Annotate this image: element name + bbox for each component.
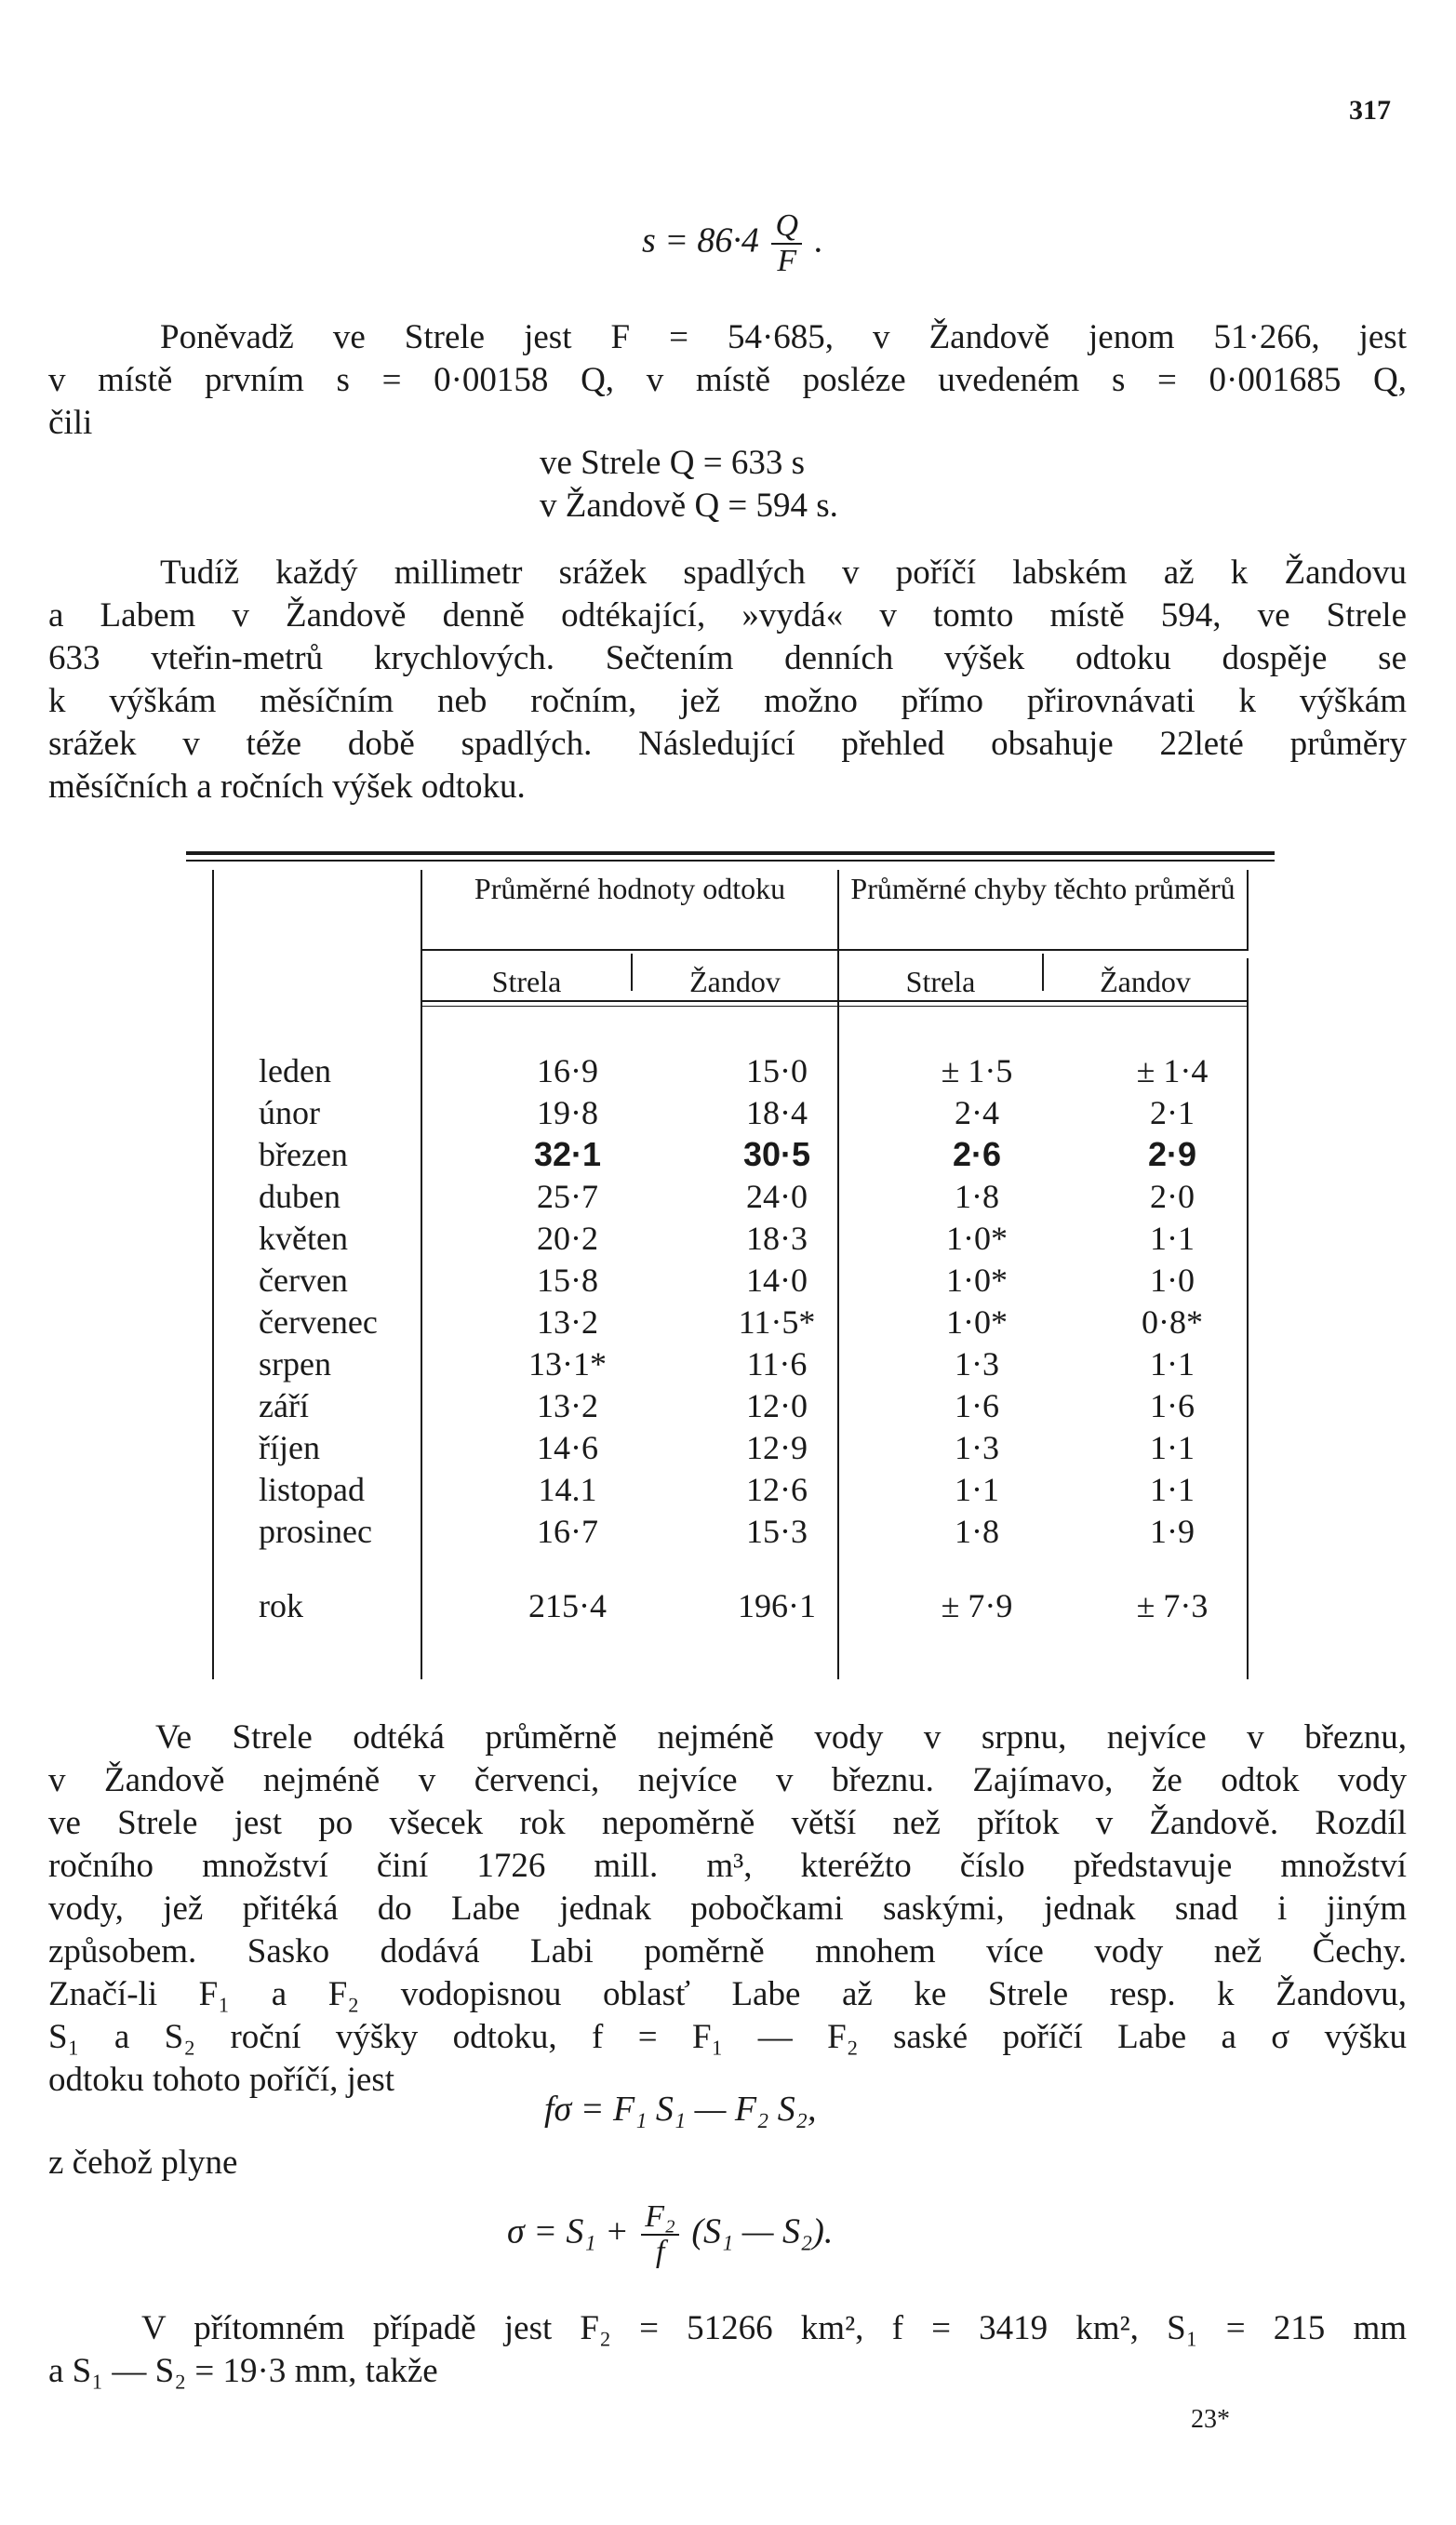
formula-3 (507, 2200, 833, 2269)
table-cell-m: květen (259, 1220, 348, 1257)
table-row (186, 1303, 1275, 1344)
table-cell-ze: 2·1 (1150, 1094, 1195, 1131)
table-cell-z: 15·3 (746, 1513, 808, 1550)
table-cell-s: 16·9 (537, 1052, 598, 1089)
table-cell-se: 2·4 (955, 1094, 999, 1131)
table-cell-se: 1·0* (946, 1303, 1008, 1341)
table-row (186, 1512, 1275, 1554)
table-row (186, 1135, 1275, 1177)
table-cell-s: 215·4 (528, 1587, 607, 1624)
table-row (186, 1093, 1275, 1135)
table-cell-z: 18·3 (746, 1220, 808, 1257)
table-cell-ze: 1·6 (1150, 1387, 1195, 1424)
table-cell-ze: 1·1 (1150, 1429, 1195, 1466)
table-row (186, 1219, 1275, 1261)
para4-line: V přítomném případě jest F₂ = 51266 km², f = 3419 km², S₁ = 215 mm (141, 2309, 1407, 2347)
para3-line: Ve Strele odtéká průměrně nejméně vody v srpnu, nejvíce v březnu, (155, 1718, 1407, 1757)
table-cell-s: 14·6 (537, 1429, 598, 1466)
table-cell-ze: ± 7·3 (1136, 1587, 1209, 1624)
table-cell-m: září (259, 1387, 309, 1424)
formula-top-numerator: Q (771, 209, 802, 245)
table-cell-z: 24·0 (746, 1178, 808, 1215)
formula-top-lhs: s = 86·4 (642, 220, 759, 261)
formula-3-numerator: F₂ (641, 2200, 679, 2236)
para3-line: odtoku tohoto poříčí, jest (48, 2061, 395, 2099)
q-list-item: v Žandově Q = 594 s. (540, 487, 838, 525)
table-cell-m: říjen (259, 1429, 320, 1466)
header-col-zandov: Žandov (689, 965, 781, 998)
header-group-mean: Průměrné hodnoty odtoku (474, 872, 786, 905)
table-cell-s: 19·8 (537, 1094, 598, 1131)
page-number: 317 (1349, 95, 1391, 126)
table-row (186, 1428, 1275, 1470)
paragraph-3 (48, 1717, 1407, 2102)
paragraph-4 (48, 2307, 1407, 2393)
table-cell-m: červen (259, 1262, 348, 1299)
formula-top-denominator: F (777, 244, 797, 278)
para4-line: a S₁ — S₂ = 19·3 mm, takže (48, 2352, 438, 2390)
q-list (540, 442, 838, 528)
table-cell-z: 15·0 (746, 1052, 808, 1089)
table-cell-m: červenec (259, 1303, 378, 1341)
table-cell-se: 2·6 (952, 1135, 1002, 1173)
table-row (186, 1344, 1275, 1386)
table-cell-s: 16·7 (537, 1513, 598, 1550)
table-cell-se: 1·3 (955, 1345, 999, 1383)
table-cell-z: 18·4 (746, 1094, 808, 1131)
formula-3-lhs: σ = S₁ + (507, 2211, 629, 2251)
q-list-item: ve Strele Q = 633 s (540, 444, 805, 482)
table-row (186, 1386, 1275, 1428)
table-cell-ze: 1·1 (1150, 1345, 1195, 1383)
formula-3-fraction (641, 2200, 679, 2269)
table-row-total (186, 1586, 1275, 1628)
table-cell-se: 1·0* (946, 1262, 1008, 1299)
table-cell-s: 13·2 (537, 1303, 598, 1341)
para2-line: měsíčních a ročních výšek odtoku. (48, 768, 526, 806)
para2-line: 633 vteřin-metrů krychlových. Sečtením denních výšek odtoku dospěje se (48, 639, 1407, 677)
table-cell-m: březen (259, 1136, 348, 1173)
table-cell-m: srpen (259, 1345, 331, 1383)
formula-top: s = 86·4 $\frac{Q}{F}$ . (642, 208, 823, 278)
table-cell-se: 1·6 (955, 1387, 999, 1424)
header-col-zandov-err: Žandov (1100, 965, 1191, 998)
table-cell-ze: ± 1·4 (1136, 1052, 1209, 1089)
table-cell-se: ± 7·9 (941, 1587, 1013, 1624)
para3-line: ve Strele jest po všecek rok nepoměrně větší než přítok v Žandově. Rozdíl (48, 1804, 1407, 1842)
table-cell-s: 20·2 (537, 1220, 598, 1257)
table-cell-ze: 1·1 (1150, 1220, 1195, 1257)
paragraph-2 (48, 552, 1407, 808)
table-cell-se: 1·8 (955, 1513, 999, 1550)
table-cell-m: únor (259, 1094, 320, 1131)
table-cell-s: 13·2 (537, 1387, 598, 1424)
table-cell-z: 30·5 (742, 1135, 811, 1173)
table-cell-z: 11·5* (738, 1303, 816, 1341)
table-cell-s: 14.1 (538, 1471, 597, 1508)
table-cell-z: 196·1 (738, 1587, 816, 1624)
para2-line: a Labem v Žandově denně odtékající, »vydá« v tomto místě 594, ve Strele (48, 596, 1407, 635)
table-row (186, 1177, 1275, 1219)
table-cell-se: 1·0* (946, 1220, 1008, 1257)
formula-top-fraction (771, 209, 802, 278)
header-col-strela-err: Strela (905, 965, 976, 998)
table-cell-se: 1·3 (955, 1429, 999, 1466)
table-row (186, 1051, 1275, 1093)
para1-line1: Poněvadž ve Strele jest F = 54·685, v Žandově jenom 51·266, jest (160, 318, 1407, 356)
runoff-table (186, 851, 1275, 1670)
para1-line2: v místě prvním s = 0·00158 Q, v místě posléze uvedeném s = 0·001685 Q, (48, 361, 1407, 399)
table-cell-se: 1·8 (955, 1178, 999, 1215)
table-cell-ze: 1·1 (1150, 1471, 1195, 1508)
table-cell-ze: 2·0 (1150, 1178, 1195, 1215)
formula-2: fσ = F₁ S₁ — F₂ S₂, (544, 2090, 817, 2129)
table-cell-m: duben (259, 1178, 341, 1215)
table-cell-m: prosinec (259, 1513, 372, 1550)
formula-3-denominator: f (655, 2235, 665, 2269)
para2-line: Tudíž každý millimetr srážek spadlých v poříčí labském až k Žandovu (160, 554, 1407, 592)
table-cell-z: 14·0 (746, 1262, 808, 1299)
para3-line: v Žandově nejméně v červenci, nejvíce v březnu. Zajímavo, že odtok vody (48, 1761, 1407, 1799)
para3-line: způsobem. Sasko dodává Labi poměrně mnohem více vody než Čechy. (48, 1932, 1407, 1971)
table-cell-z: 11·6 (746, 1345, 808, 1383)
formula-3-rhs: (S₁ — S₂). (691, 2211, 834, 2251)
table-cell-s: 13·1* (528, 1345, 607, 1383)
header-group-error: Průměrné chyby těchto průměrů (850, 872, 1236, 905)
table-cell-z: 12·6 (746, 1471, 808, 1508)
table-row (186, 1261, 1275, 1303)
table-cell-se: ± 1·5 (941, 1052, 1013, 1089)
table-cell-z: 12·9 (746, 1429, 808, 1466)
signature-mark: 23* (1191, 2405, 1230, 2434)
table-row (186, 1470, 1275, 1512)
para3-line: vody, jež přitéká do Labe jednak pobočkami saskými, jednak snad i jiným (48, 1890, 1407, 1928)
para3-line: Značí-li F₁ a F₂ vodopisnou oblasť Labe až ke Strele resp. k Žandovu, (48, 1975, 1407, 2013)
table-cell-ze: 2·9 (1147, 1135, 1197, 1173)
para2-line: srážek v téže době spadlých. Následující přehled obsahuje 22leté průměry (48, 725, 1407, 763)
table-cell-m: listopad (259, 1471, 365, 1508)
table-cell-ze: 0·8* (1142, 1303, 1203, 1341)
table-cell-s: 25·7 (537, 1178, 598, 1215)
paragraph-1 (48, 316, 1407, 445)
table-cell-s: 32·1 (533, 1135, 602, 1173)
para1-line3: čili (48, 404, 93, 442)
para3-line: S₁ a S₂ roční výšky odtoku, f = F₁ — F₂ saské poříčí Labe a σ výšku (48, 2018, 1407, 2056)
table-cell-m: leden (259, 1052, 331, 1089)
table-cell-se: 1·1 (955, 1471, 999, 1508)
para3-line: ročního množství činí 1726 mill. m³, kteréžto číslo představuje množství (48, 1847, 1407, 1885)
para2-line: k výškám měsíčním neb ročním, jež možno přímo přirovnávati k výškám (48, 682, 1407, 720)
table-cell-s: 15·8 (537, 1262, 598, 1299)
table-cell-z: 12·0 (746, 1387, 808, 1424)
table-cell-ze: 1·9 (1150, 1513, 1195, 1550)
z-text: z čehož plyne (48, 2144, 238, 2182)
table-cell-m: rok (259, 1587, 303, 1624)
table-cell-ze: 1·0 (1150, 1262, 1195, 1299)
header-col-strela: Strela (491, 965, 562, 998)
